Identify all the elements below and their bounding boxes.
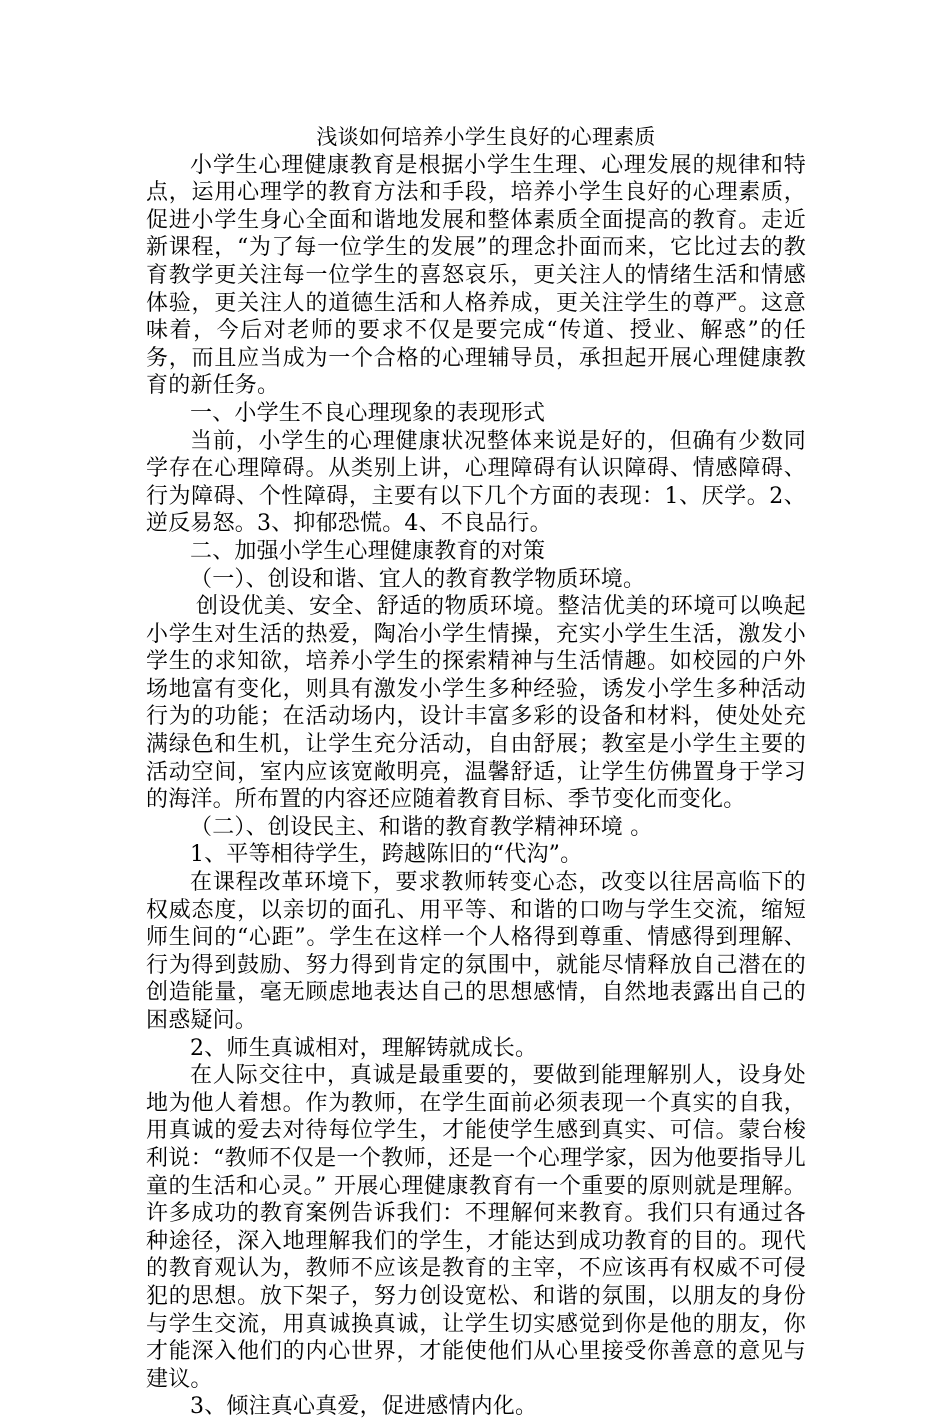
paragraph-point-1: 在课程改革环境下，要求教师转变心态，改变以往居高临下的权威态度，以亲切的面孔、用平等、和谐的口吻与学生交流，缩短师生间的“心距”。学生在这样一个人格得到尊重、情感得到理解、行为得到鼓励、努力得到肯定的氛围中，就能尽情释放自己潜在的创造能量，毫无顾虑地表达自己的思想感情，自然地表露出自己的困惑疑问。 [146, 870, 806, 1033]
document-page [146, 124, 806, 1421]
document-title: 浅谈如何培养小学生良好的心理素质 [316, 125, 656, 149]
heading-subsection-1: （一）、创设和谐、宜人的教育教学物质环境。 [190, 566, 646, 592]
heading-subsection-2: （二）、创设民主、和谐的教育教学精神环境 。 [190, 814, 653, 840]
heading-point-2: 2、师生真诚相对，理解铸就成长。 [190, 1035, 538, 1061]
heading-point-3: 3、倾注真心真爱，促进感情内化。 [190, 1394, 538, 1420]
heading-section-2: 二、加强小学生心理健康教育的对策 [190, 538, 546, 564]
paragraph-subsection-1: 创设优美、安全、舒适的物质环境。整洁优美的环境可以唤起小学生对生活的热爱，陶冶小学生情操，充实小学生生活，激发小学生的求知欲，培养小学生的探索精神与生活情趣。如校园的户外场地富有变化，则具有激发小学生多种经验，诱发小学生多种活动行为的功能；在活动场内，设计丰富多彩的设备和材料，使处处充满绿色和生机，让学生充分活动，自由舒展；教室是小学生主要的活动空间，室内应该宽敞明亮，温馨舒适，让学生仿佛置身于学习的海洋。所布置的内容还应随着教育目标、季节变化而变化。 [146, 594, 806, 813]
heading-point-1: 1、平等相待学生，跨越陈旧的“代沟”。 [190, 842, 583, 868]
paragraph-point-2: 在人际交往中，真诚是最重要的，要做到能理解别人，设身处地为他人着想。作为教师，在学生面前必须表现一个真实的自我，用真诚的爱去对待每位学生，才能使学生感到真实、可信。蒙台梭利说：“教师不仅是一个教师，还是一个心理学家，因为他要指导儿童的生活和心灵。” 开展心理健康教育有一个重要的原则就是理解。许多成功的教育案例告诉我们：不理解何来教育。我们只有通过各种途径，深入地理解我们的学生，才能达到成功教育的目的。现代的教育观认为，教师不应该是教育的主宰，不应该再有权威不可侵犯的思想。放下架子，努力创设宽松、和谐的氛围，以朋友的身份与学生交流，用真诚换真诚，让学生切实感觉到你是他的朋友，你才能深入他们的内心世界，才能使他们从心里接受你善意的意见与建议。 [146, 1063, 806, 1392]
heading-section-1: 一、小学生不良心理现象的表现形式 [190, 400, 546, 426]
paragraph-section-1: 当前，小学生的心理健康状况整体来说是好的，但确有少数同学存在心理障碍。从类别上讲，心理障碍有认识障碍、情感障碍、行为障碍、个性障碍，主要有以下几个方面的表现：1、厌学。2、逆反易怒。3、抑郁恐慌。4、不良品行。 [146, 428, 806, 537]
paragraph-intro: 小学生心理健康教育是根据小学生生理、心理发展的规律和特点，运用心理学的教育方法和手段，培养小学生良好的心理素质，促进小学生身心全面和谐地发展和整体素质全面提高的教育。走近新课程，“为了每一位学生的发展”的理念扑面而来，它比过去的教育教学更关注每一位学生的喜怒哀乐，更关注人的情绪生活和情感体验，更关注人的道德生活和人格养成，更关注学生的尊严。这意味着，今后对老师的要求不仅是要完成“传道、授业、解惑”的任务，而且应当成为一个合格的心理辅导员，承担起开展心理健康教育的新任务。 [146, 152, 806, 399]
